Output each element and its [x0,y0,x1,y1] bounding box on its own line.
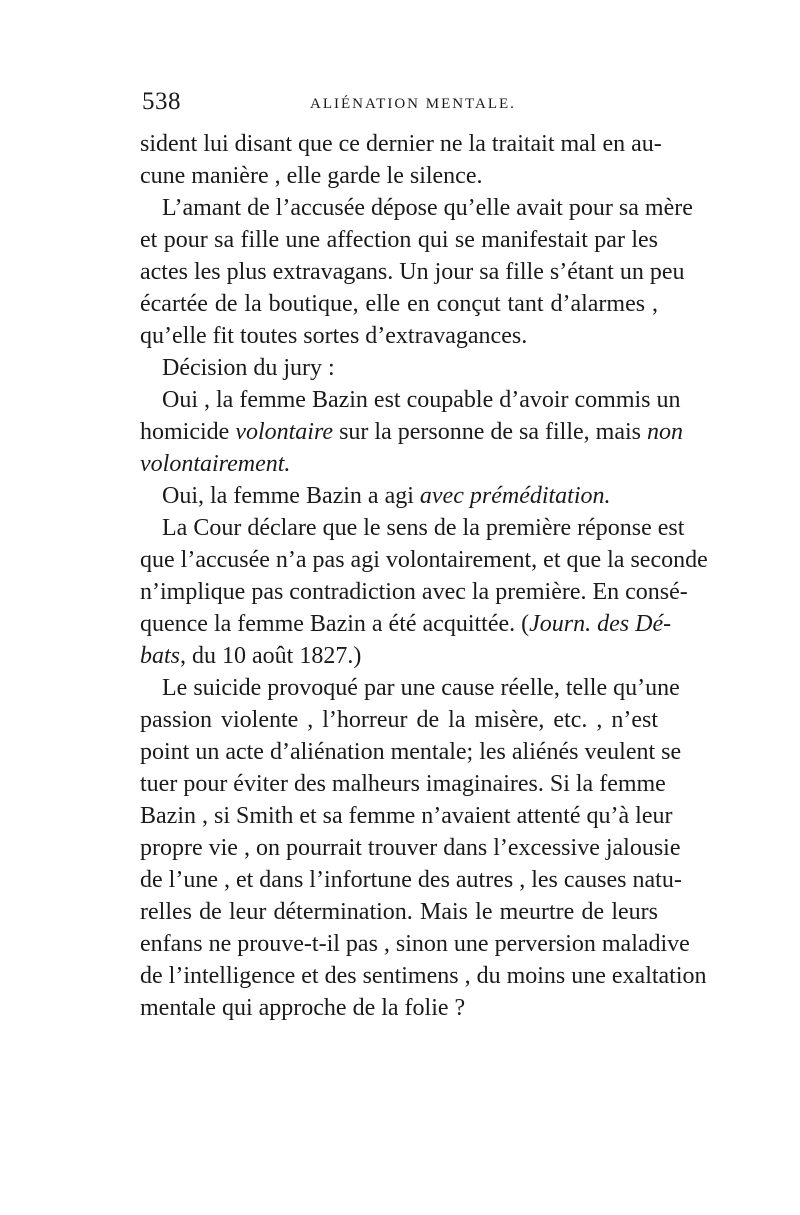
text-line: Bazin , si Smith et sa femme n’avaient attenté qu’à leur [140,803,673,829]
text-line: Décision du jury : [162,355,335,381]
text-line [140,480,658,512]
text-line: point un acte d’aliénation mentale; les aliénés veulent se [140,739,682,765]
text-line: de l’une , et dans l’infortune des autres , les causes natu- [140,867,682,893]
text-line: Oui , la femme Bazin est coupable d’avoir commis un [162,387,681,413]
text-line [140,640,658,672]
text-line [140,416,683,448]
italic-text: Journ. des Dé- [529,611,672,637]
text-line: de l’intelligence et des sentimens , du moins une exaltation [140,963,707,989]
text-run: homicide [140,419,236,445]
italic-text: avec préméditation. [419,483,611,509]
italic-text: volontairement. [140,451,291,477]
italic-text: bats [140,643,181,669]
text-line: que l’accusée n’a pas agi volontairement, et que la seconde [140,547,708,573]
text-line: écartée de la boutique, elle en conçut tant d’alarmes , [140,291,658,317]
text-line: enfans ne prouve-t-il pas , sinon une perversion maladive [140,931,690,957]
text-line: qu’elle fit toutes sortes d’extravagances. [140,323,528,349]
text-line: cune manière , elle garde le silence. [140,163,483,189]
text-run: sur la personne de sa fille, mais [333,419,647,445]
text-line: mentale qui approche de la folie ? [140,995,466,1021]
text-run: , du 10 août 1827.) [180,643,362,669]
text-line: passion violente , l’horreur de la misère, etc. , n’est [140,707,658,733]
text-line: n’implique pas contradiction avec la première. En consé- [140,579,688,605]
text-line: La Cour déclare que le sens de la première réponse est [162,515,685,541]
text-line: relles de leur détermination. Mais le meurtre de leurs [140,899,658,925]
text-line: sident lui disant que ce dernier ne la traitait mal en au- [140,131,662,157]
text-line [140,608,672,640]
page-header [140,88,660,124]
text-line: Le suicide provoqué par une cause réelle, telle qu’une [162,675,680,701]
text-line: L’amant de l’accusée dépose qu’elle avait pour sa mère [162,195,693,221]
page-number: 538 [142,88,181,115]
running-title: ALIÉNATION MENTALE. [310,96,516,112]
text-line: propre vie , on pourrait trouver dans l’excessive jalousie [140,835,681,861]
text-line: tuer pour éviter des malheurs imaginaires. Si la femme [140,771,666,797]
italic-text: volontaire [235,419,334,445]
text-line [140,448,658,480]
text-run: quence la femme Bazin a été acquittée. ( [140,611,530,637]
text-line: et pour sa fille une affection qui se manifestait par les [140,227,658,253]
body-text [140,128,708,1024]
italic-text: non [647,419,683,445]
text-line: actes les plus extravagans. Un jour sa fille s’étant un peu [140,259,685,285]
text-run: Oui, la femme Bazin a agi [162,483,420,509]
